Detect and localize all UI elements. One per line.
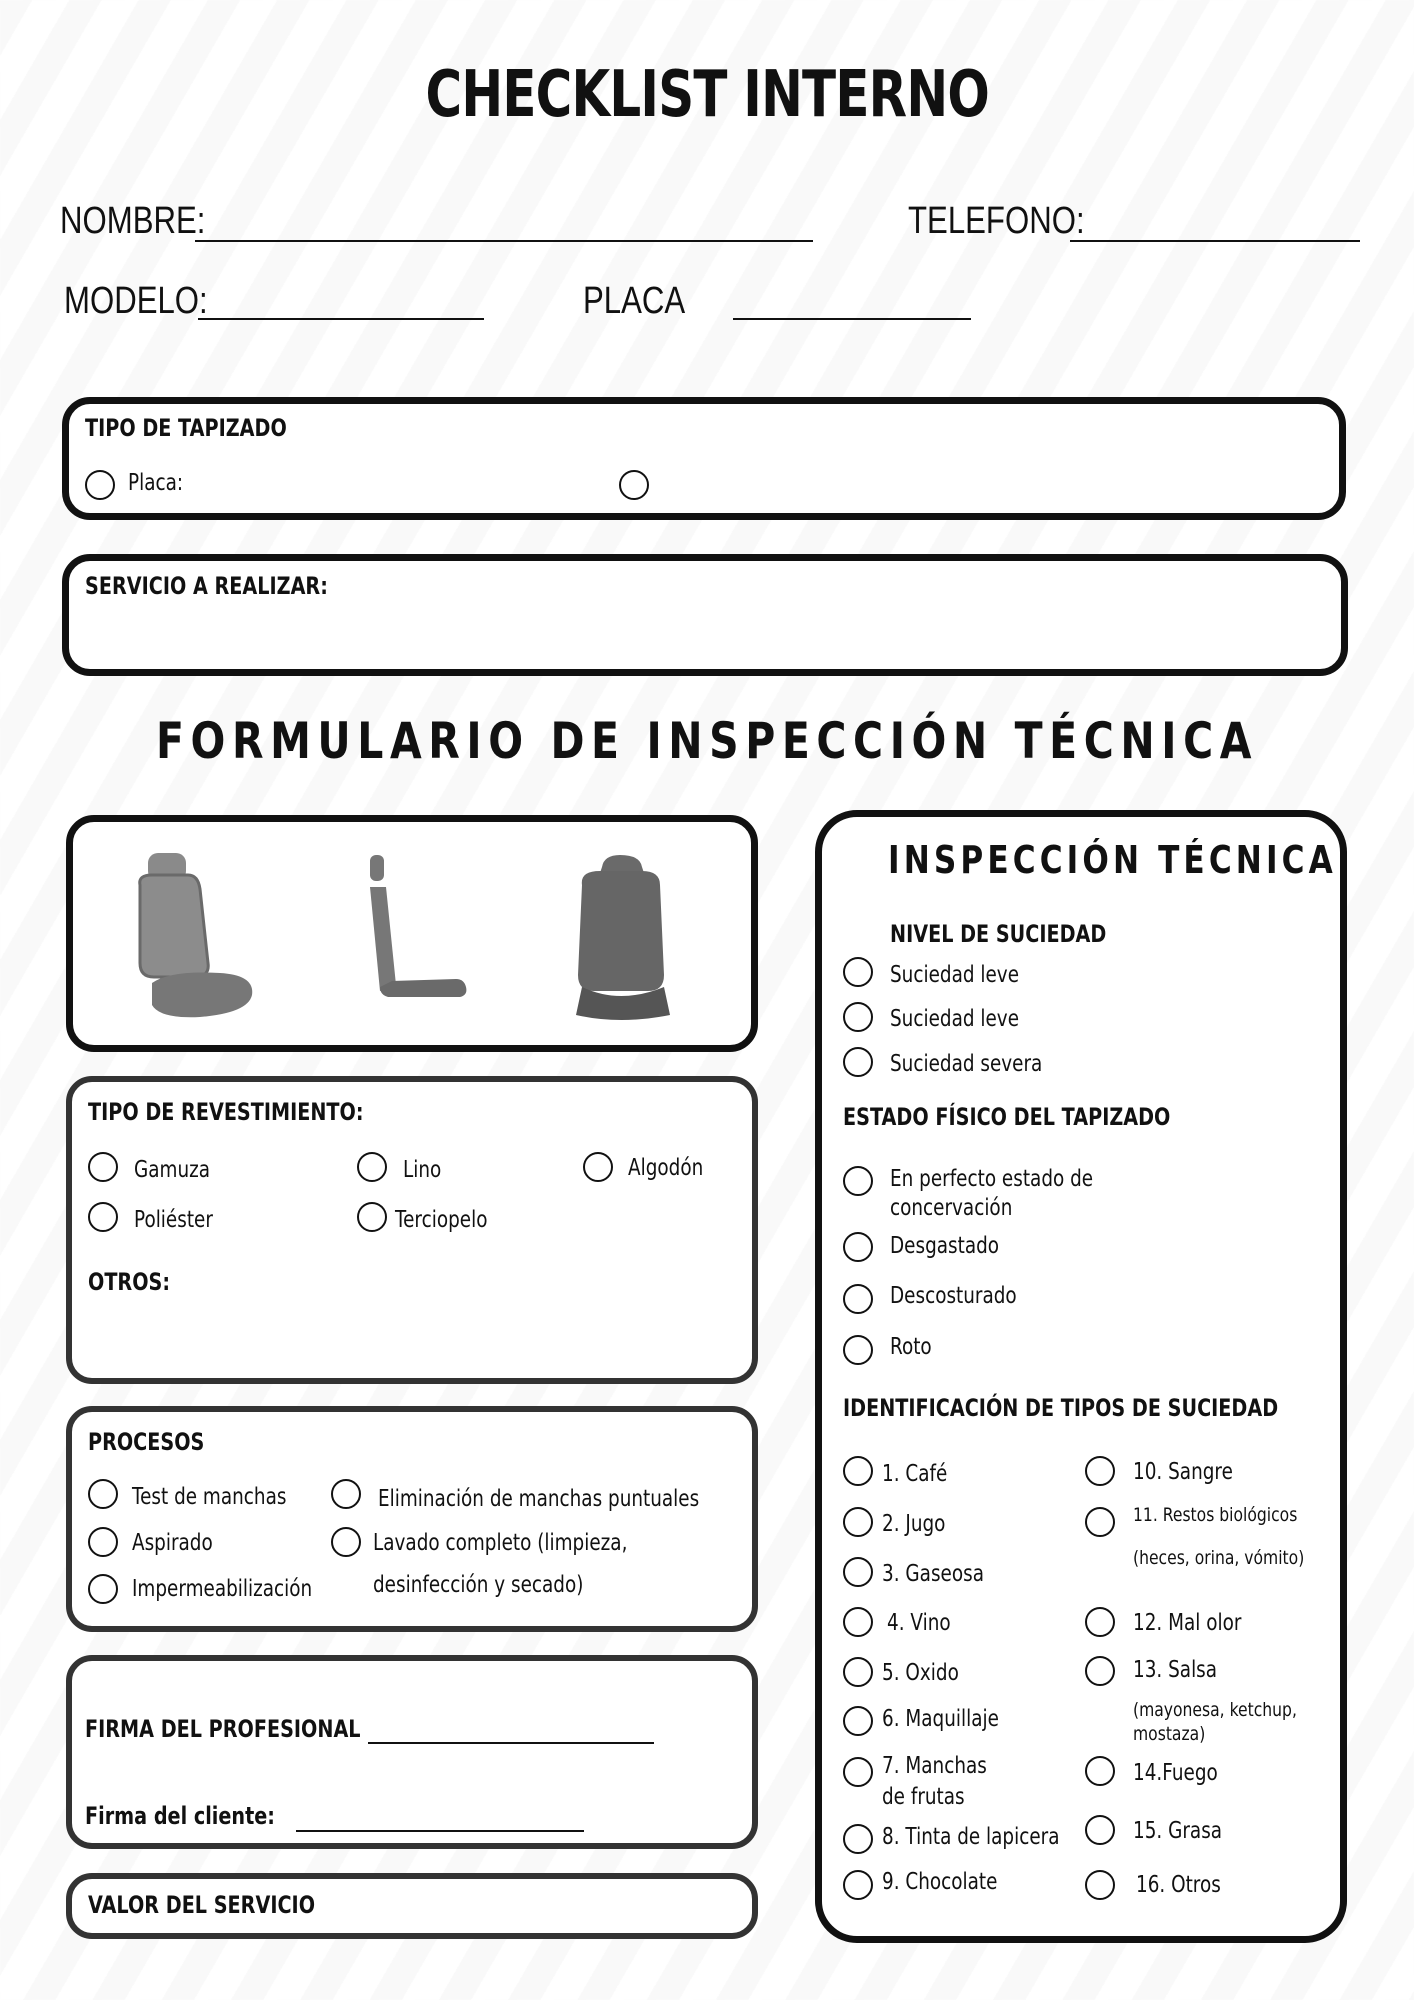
tipo-13-label-cont-2: mostaza)	[1133, 1723, 1206, 1745]
nivel-3-label: Suciedad severa	[890, 1051, 1043, 1077]
tipo-5-label: 5. Oxido	[882, 1660, 959, 1686]
tipo-1-label: 1. Café	[882, 1461, 948, 1487]
algodon-label: Algodón	[628, 1155, 704, 1181]
firma-profesional-label: FIRMA DEL PROFESIONAL	[85, 1715, 361, 1743]
lino-radio[interactable]	[357, 1152, 387, 1182]
firma-cliente-line[interactable]	[296, 1830, 584, 1832]
tapizado-placa-label: Placa:	[128, 470, 184, 496]
gamuza-radio[interactable]	[88, 1152, 118, 1182]
tipos-suciedad-label: IDENTIFICACIÓN DE TIPOS DE SUCIEDAD	[843, 1394, 1279, 1422]
impermeabilizacion-radio[interactable]	[88, 1574, 118, 1604]
test-manchas-label: Test de manchas	[132, 1484, 287, 1510]
tipo-3-radio[interactable]	[843, 1557, 873, 1587]
poliester-radio[interactable]	[88, 1202, 118, 1232]
estado-roto-radio[interactable]	[843, 1335, 873, 1365]
tipo-8-radio[interactable]	[843, 1824, 873, 1854]
tipo-13-label-cont: (mayonesa, ketchup,	[1133, 1699, 1297, 1721]
nivel-1-label: Suciedad leve	[890, 962, 1020, 988]
tipo-2-label: 2. Jugo	[882, 1511, 946, 1537]
lavado-radio[interactable]	[331, 1527, 361, 1557]
nivel-2-radio[interactable]	[843, 1002, 873, 1032]
impermeabilizacion-label: Impermeabilización	[132, 1576, 313, 1602]
modelo-line[interactable]	[198, 318, 484, 320]
estado-fisico-label: ESTADO FÍSICO DEL TAPIZADO	[843, 1103, 1171, 1131]
tipo-1-radio[interactable]	[843, 1456, 873, 1486]
tipo-7-radio[interactable]	[843, 1757, 873, 1787]
tipo-2-radio[interactable]	[843, 1507, 873, 1537]
firma-cliente-label: Firma del cliente:	[85, 1802, 275, 1830]
revestimiento-label: TIPO DE REVESTIMIENTO:	[88, 1098, 364, 1126]
estado-descosturado-label: Descosturado	[890, 1283, 1017, 1309]
algodon-radio[interactable]	[583, 1152, 613, 1182]
firma-profesional-line[interactable]	[368, 1742, 654, 1744]
estado-desgastado-radio[interactable]	[843, 1232, 873, 1262]
aspirado-radio[interactable]	[88, 1527, 118, 1557]
inspeccion-title: INSPECCIÓN TÉCNICA	[888, 838, 1337, 882]
tipo-4-label: 4. Vino	[887, 1610, 951, 1636]
tipo-15-radio[interactable]	[1085, 1815, 1115, 1845]
eliminacion-label: Eliminación de manchas puntuales	[378, 1486, 700, 1512]
tipo-14-label: 14.Fuego	[1133, 1760, 1218, 1786]
page-title: CHECKLIST INTERNO	[425, 58, 989, 132]
nombre-line[interactable]	[195, 240, 813, 242]
nivel-2-label: Suciedad leve	[890, 1006, 1020, 1032]
tipo-11-label-cont: (heces, orina, vómito)	[1133, 1547, 1305, 1569]
valor-label: VALOR DEL SERVICIO	[88, 1891, 316, 1919]
tipo-6-label: 6. Maquillaje	[882, 1706, 999, 1732]
tipo-7-label-cont: de frutas	[882, 1784, 965, 1810]
tapizado-option-2-radio[interactable]	[619, 470, 649, 500]
tipo-13-label: 13. Salsa	[1133, 1657, 1218, 1683]
procesos-label: PROCESOS	[88, 1428, 205, 1456]
terciopelo-radio[interactable]	[357, 1202, 387, 1232]
nivel-suciedad-label: NIVEL DE SUCIEDAD	[890, 920, 1107, 948]
nombre-label: NOMBRE:	[60, 200, 206, 242]
tipo-4-radio[interactable]	[843, 1607, 873, 1637]
lino-label: Lino	[403, 1157, 442, 1183]
tipo-13-radio[interactable]	[1085, 1656, 1115, 1686]
tipo-5-radio[interactable]	[843, 1657, 873, 1687]
tipo-16-radio[interactable]	[1085, 1870, 1115, 1900]
estado-roto-label: Roto	[890, 1334, 932, 1360]
tapizado-placa-radio[interactable]	[85, 470, 115, 500]
tipo-10-label: 10. Sangre	[1133, 1459, 1233, 1485]
estado-descosturado-radio[interactable]	[843, 1284, 873, 1314]
tipo-12-label: 12. Mal olor	[1133, 1610, 1242, 1636]
seat-diagrams	[130, 845, 690, 1030]
gamuza-label: Gamuza	[134, 1157, 211, 1183]
tipo-15-label: 15. Grasa	[1133, 1818, 1223, 1844]
terciopelo-label: Terciopelo	[395, 1207, 488, 1233]
poliester-label: Poliéster	[134, 1207, 213, 1233]
seat-front-icon	[140, 853, 252, 1017]
estado-perfecto-label-cont: concervación	[890, 1195, 1013, 1221]
tipo-14-radio[interactable]	[1085, 1756, 1115, 1786]
nivel-3-radio[interactable]	[843, 1047, 873, 1077]
tipo-9-label: 9. Chocolate	[882, 1869, 998, 1895]
test-manchas-radio[interactable]	[88, 1479, 118, 1509]
estado-perfecto-label: En perfecto estado de	[890, 1166, 1094, 1192]
tipo-11-radio[interactable]	[1085, 1507, 1115, 1537]
servicio-label: SERVICIO A REALIZAR:	[85, 572, 328, 600]
tipo-9-radio[interactable]	[843, 1870, 873, 1900]
lavado-label-cont: desinfección y secado)	[373, 1572, 584, 1598]
tipo-8-label: 8. Tinta de lapicera	[882, 1824, 1060, 1850]
tipo-16-label: 16. Otros	[1136, 1872, 1221, 1898]
tipo-tapizado-label: TIPO DE TAPIZADO	[85, 414, 287, 442]
otros-label: OTROS:	[88, 1268, 171, 1296]
aspirado-label: Aspirado	[132, 1530, 213, 1556]
lavado-label: Lavado completo (limpieza,	[373, 1530, 628, 1556]
tipo-11-label: 11. Restos biológicos	[1133, 1504, 1298, 1526]
tipo-6-radio[interactable]	[843, 1706, 873, 1736]
estado-desgastado-label: Desgastado	[890, 1233, 1000, 1259]
modelo-label: MODELO:	[64, 280, 208, 322]
placa-line[interactable]	[733, 318, 971, 320]
placa-label: PLACA	[583, 280, 686, 322]
eliminacion-radio[interactable]	[331, 1479, 361, 1509]
form-title: FORMULARIO DE INSPECCIÓN TÉCNICA	[155, 712, 1259, 770]
tipo-10-radio[interactable]	[1085, 1456, 1115, 1486]
seat-side-icon	[370, 855, 466, 997]
tipo-12-radio[interactable]	[1085, 1607, 1115, 1637]
tipo-3-label: 3. Gaseosa	[882, 1561, 984, 1587]
telefono-label: TELEFONO:	[908, 200, 1085, 242]
telefono-line[interactable]	[1070, 240, 1360, 242]
nivel-1-radio[interactable]	[843, 957, 873, 987]
tipo-7-label: 7. Manchas	[882, 1753, 987, 1779]
seat-back-icon	[576, 855, 670, 1020]
estado-perfecto-radio[interactable]	[843, 1166, 873, 1196]
